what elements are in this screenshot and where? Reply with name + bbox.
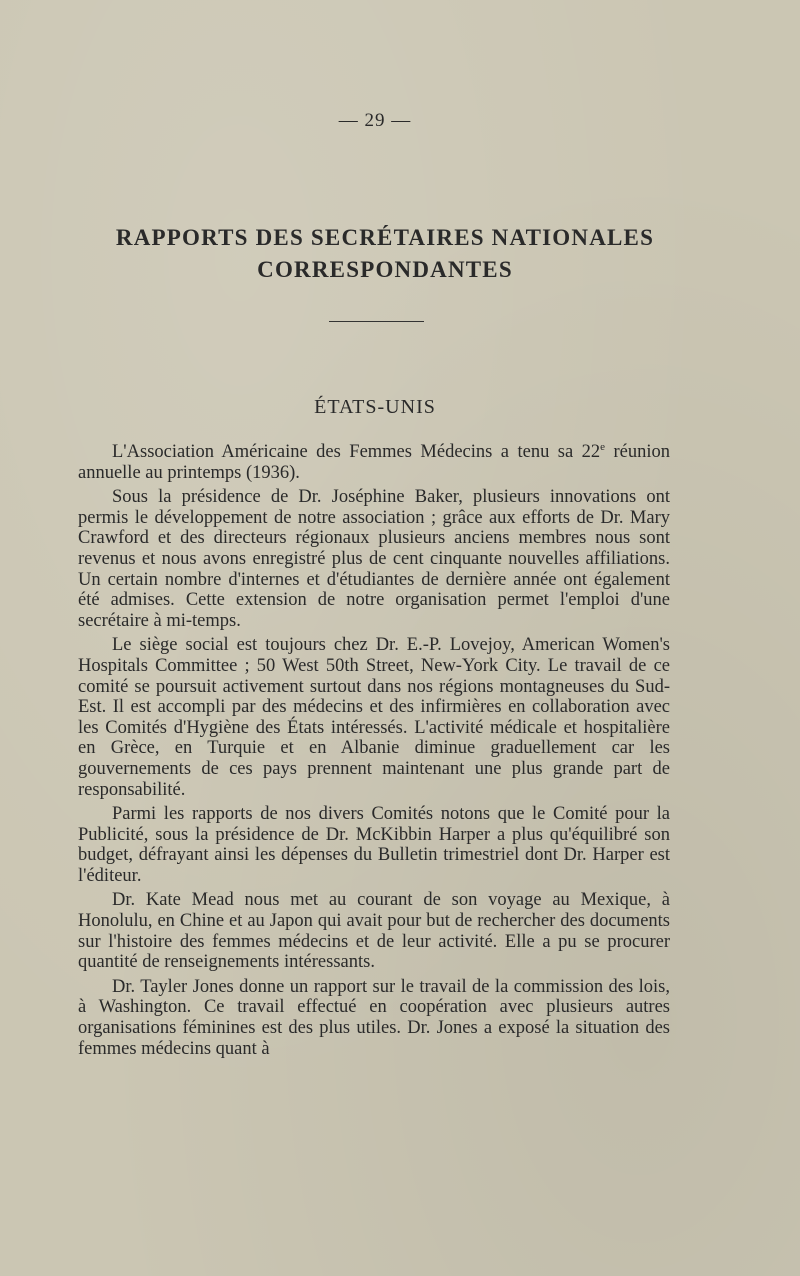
section-heading: ÉTATS-UNIS [314,396,436,418]
title-divider [329,321,424,322]
paragraph-1-end: réunion annuelle au printemps (1936). [78,442,670,483]
paragraph-4: Parmi les rapports de nos divers Comités notons que le Comité pour la Publicité, sous la présidence de Dr. McKibbin Harper a plus qu'équilibré son budget, défrayant ainsi les dépenses du Bulletin trimestriel dont Dr. Harper est l'éditeur. [78,804,670,886]
paragraph-1 [78,442,670,483]
page-title-line-2: CORRESPONDANTES [257,257,513,282]
paragraph-6: Dr. Tayler Jones donne un rapport sur le travail de la commission des lois, à Washington. Ce travail effectué en coopération avec plusieurs autres organisations féminines est des plus utiles. Dr. Jones a exposé la situation des femmes médecins quant à [78,976,670,1059]
paragraph-2: Sous la présidence de Dr. Joséphine Baker, plusieurs innovations ont permis le développement de notre association ; grâce aux efforts de Dr. Mary Crawford et des directeurs régionaux plusieurs anciens membres nous sont revenus et nous avons enregistré plus de cent cinquante nouvelles affiliations. Un certain nombre d'internes et d'étudiantes de dernière année ont également été admises. Cette extension de notre organisation permet l'emploi d'une secrétaire à mi-temps. [78,487,670,631]
page-title-line-1: RAPPORTS DES SECRÉTAIRES NATIONALES [115,225,655,250]
page-title [60,222,710,286]
paragraph-1-start: L'Association Américaine des Femmes Médecins a tenu sa 22 [112,442,601,462]
page-number: — 29 — [338,110,412,131]
article-body [78,442,670,1059]
paragraph-3: Le siège social est toujours chez Dr. E.-P. Lovejoy, American Women's Hospitals Committee ; 50 West 50th Street, New-York City. Le travail de ce comité se poursuit activement surtout dans nos régions montagneuses du Sud-Est. Il est accompli par des médecins et des infirmières en collaboration avec les Comités d'Hygiène des États intéressés. L'activité médicale et hospitalière en Grèce, en Turquie et en Albanie diminue graduellement car les gouvernements de ces pays prennent maintenant une plus grande part de responsabilité. [78,635,670,800]
ordinal-superscript: e [600,440,606,453]
paragraph-5: Dr. Kate Mead nous met au courant de son voyage au Mexique, à Honolulu, en Chine et au Japon qui avait pour but de rechercher des documents sur l'histoire des femmes médecins et de leur activité. Elle a pu se procurer quantité de renseignements intéressants. [78,890,670,973]
